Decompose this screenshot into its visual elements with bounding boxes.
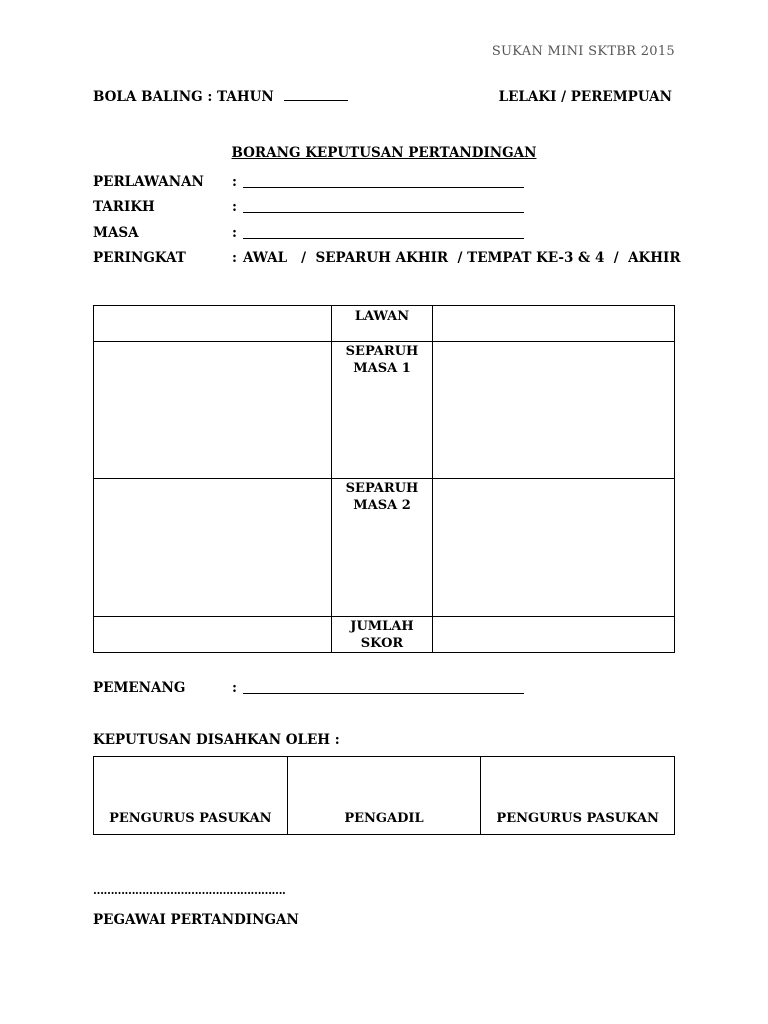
field-colon: : (232, 250, 237, 266)
field-label-perlawanan: PERLAWANAN (93, 174, 204, 190)
field-label-tarikh: TARIKH (93, 199, 155, 215)
row-label-lawan: LAWAN (332, 306, 433, 342)
row-label-total: JUMLAH SKOR (332, 617, 433, 653)
peringkat-options: AWAL / SEPARUH AKHIR / TEMPAT KE-3 & 4 / AKHIR (243, 250, 681, 266)
official-label: PEGAWAI PERTANDINGAN (93, 912, 299, 928)
row-label-half2: SEPARUH MASA 2 (332, 479, 433, 617)
signatory-team-manager-1[interactable]: PENGURUS PASUKAN (94, 757, 288, 835)
row-label-half1: SEPARUH MASA 1 (332, 342, 433, 479)
team-b-total-cell[interactable] (433, 617, 675, 653)
team-a-half2-cell[interactable] (94, 479, 332, 617)
event-header: SUKAN MINI SKTBR 2015 (491, 44, 675, 59)
winner-colon: : (232, 680, 237, 696)
score-table (93, 305, 675, 653)
table-row (94, 306, 675, 342)
gender-options: LELAKI / PEREMPUAN (498, 89, 672, 105)
winner-label: PEMENANG (93, 680, 186, 696)
table-row (94, 617, 675, 653)
field-colon: : (232, 225, 237, 241)
field-colon: : (232, 199, 237, 215)
field-label-peringkat: PERINGKAT (93, 250, 186, 266)
signatory-team-manager-2[interactable]: PENGURUS PASUKAN (481, 757, 675, 835)
table-row (94, 479, 675, 617)
winner-line[interactable] (243, 693, 524, 694)
team-a-half1-cell[interactable] (94, 342, 332, 479)
field-line-tarikh[interactable] (243, 212, 524, 213)
year-blank[interactable] (284, 89, 348, 101)
form-title: BORANG KEPUTUSAN PERTANDINGAN (231, 145, 537, 161)
table-row (94, 342, 675, 479)
sport-year-text: BOLA BALING : TAHUN (93, 89, 274, 105)
team-b-half1-cell[interactable] (433, 342, 675, 479)
field-label-masa: MASA (93, 225, 139, 241)
team-a-total-cell[interactable] (94, 617, 332, 653)
sport-year-label (93, 89, 348, 105)
approval-heading: KEPUTUSAN DISAHKAN OLEH : (93, 732, 340, 748)
field-line-masa[interactable] (243, 238, 524, 239)
field-colon: : (232, 174, 237, 190)
field-line-perlawanan[interactable] (243, 187, 524, 188)
team-b-cell[interactable] (433, 306, 675, 342)
signatory-referee[interactable]: PENGADIL (287, 757, 481, 835)
signature-dots: ………………………………………………. (93, 884, 286, 897)
team-b-half2-cell[interactable] (433, 479, 675, 617)
team-a-cell[interactable] (94, 306, 332, 342)
signature-table (93, 756, 675, 835)
